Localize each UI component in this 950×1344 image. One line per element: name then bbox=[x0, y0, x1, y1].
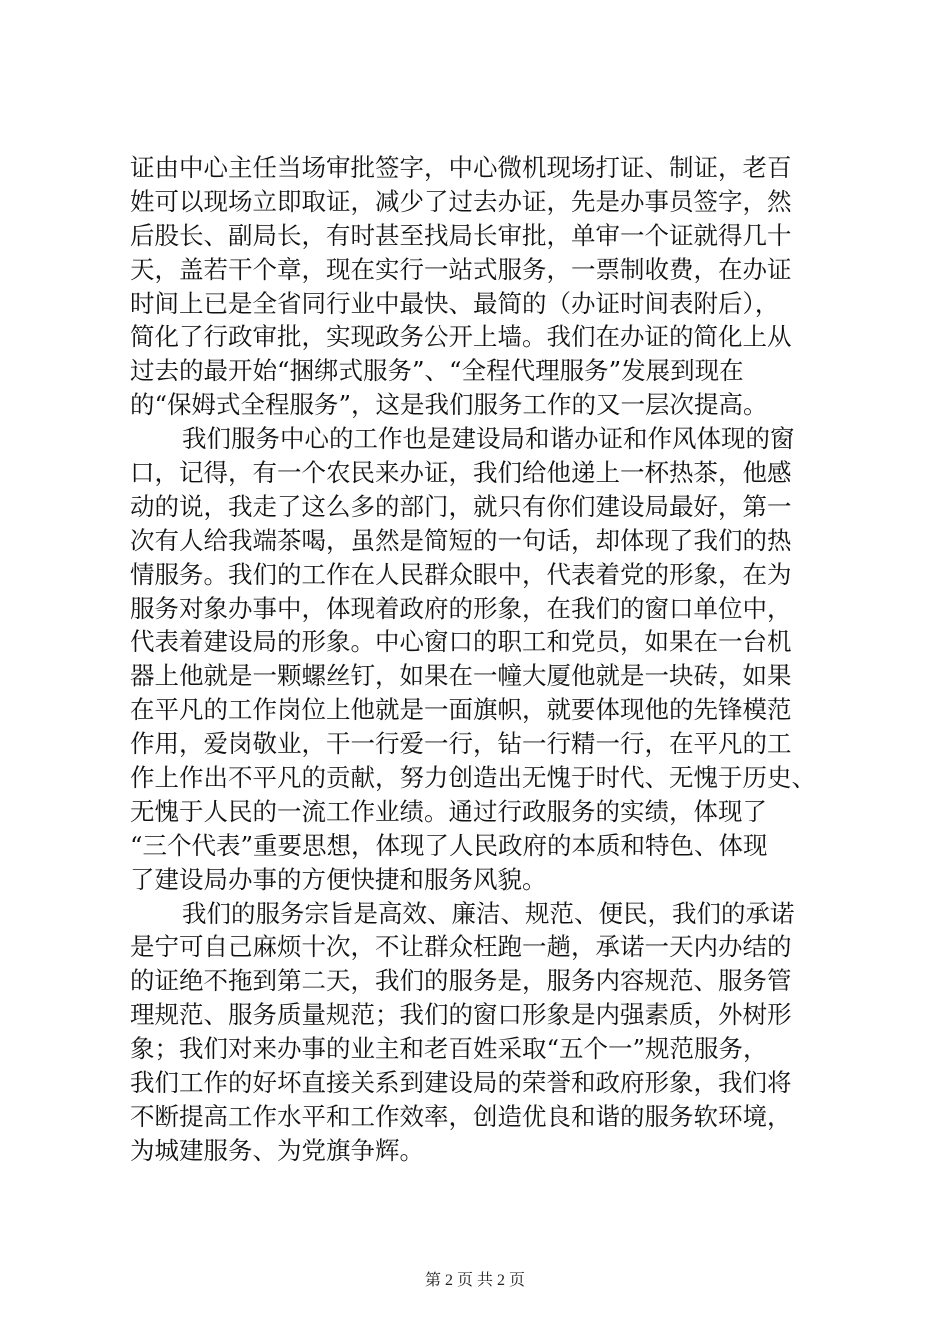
text-line: 的“保姆式全程服务”，这是我们服务工作的又一层次提高。 bbox=[130, 390, 768, 420]
text-line: 情服务。我们的工作在人民群众眼中，代表着党的形象，在为 bbox=[130, 559, 792, 589]
text-line: 不断提高工作水平和工作效率，创造优良和谐的服务软环境， bbox=[130, 1101, 792, 1131]
text-line: 器上他就是一颗螺丝钉，如果在一幢大厦他就是一块砖，如果 bbox=[130, 661, 792, 691]
text-line: 我们服务中心的工作也是建设局和谐办证和作风体现的窗 bbox=[182, 424, 795, 454]
paragraph-3 bbox=[130, 897, 830, 1168]
text-line: “三个代表”重要思想，体现了人民政府的本质和特色、体现 bbox=[130, 830, 768, 860]
text-line: 动的说，我走了这么多的部门，就只有你们建设局最好，第一 bbox=[130, 491, 792, 521]
text-line: 证由中心主任当场审批签字，中心微机现场打证、制证，老百 bbox=[130, 153, 792, 182]
text-line: 服务对象办事中，体现着政府的形象，在我们的窗口单位中， bbox=[130, 593, 792, 623]
page-footer: 第 2 页 共 2 页 bbox=[424, 1272, 525, 1289]
text-line: 为城建服务、为党旗争辉。 bbox=[130, 1135, 424, 1165]
paragraph-2 bbox=[130, 422, 830, 896]
text-line: 姓可以现场立即取证，减少了过去办证，先是办事员签字，然 bbox=[130, 186, 792, 216]
text-line: 时间上已是全省同行业中最快、最简的（办证时间表附后）， bbox=[130, 288, 780, 318]
text-line: 我们的服务宗旨是高效、廉洁、规范、便民，我们的承诺 bbox=[182, 898, 795, 928]
document-body bbox=[130, 151, 830, 1168]
text-line: 我们工作的好坏直接关系到建设局的荣誉和政府形象，我们将 bbox=[130, 1068, 792, 1098]
text-line: 的证绝不拖到第二天，我们的服务是，服务内容规范、服务管 bbox=[130, 966, 792, 996]
text-line: 口，记得，有一个农民来办证，我们给他递上一杯热茶，他感 bbox=[130, 458, 792, 488]
text-line: 过去的最开始“捆绑式服务”、“全程代理服务”发展到现在 bbox=[130, 356, 744, 386]
text-line: 代表着建设局的形象。中心窗口的职工和党员，如果在一台机 bbox=[130, 627, 792, 657]
text-line: 作用，爱岗敬业，干一行爱一行，钻一行精一行，在平凡的工 bbox=[130, 729, 792, 759]
text-line: 理规范、服务质量规范；我们的窗口形象是内强素质，外树形 bbox=[130, 1000, 792, 1030]
text-line: 后股长、副局长，有时甚至找局长审批，单审一个证就得几十 bbox=[130, 220, 792, 250]
text-line: 次有人给我端茶喝，虽然是简短的一句话，却体现了我们的热 bbox=[130, 525, 792, 555]
text-line: 天，盖若干个章，现在实行一站式服务，一票制收费，在办证 bbox=[130, 254, 792, 284]
text-line: 简化了行政审批，实现政务公开上墙。我们在办证的简化上从 bbox=[130, 322, 792, 352]
text-line: 无愧于人民的一流工作业绩。通过行政服务的实绩，体现了 bbox=[130, 796, 767, 826]
text-line: 作上作出不平凡的贡献，努力创造出无愧于时代、无愧于历史、 bbox=[130, 763, 816, 793]
text-line: 是宁可自己麻烦十次，不让群众枉跑一趟，承诺一天内办结的 bbox=[130, 932, 792, 962]
text-line: 在平凡的工作岗位上他就是一面旗帜，就要体现他的先锋模范 bbox=[130, 695, 792, 725]
text-line: 象；我们对来办事的业主和老百姓采取“五个一”规范服务， bbox=[130, 1034, 768, 1064]
text-line: 了建设局办事的方便快捷和服务风貌。 bbox=[130, 864, 547, 894]
paragraph-1 bbox=[130, 151, 830, 422]
